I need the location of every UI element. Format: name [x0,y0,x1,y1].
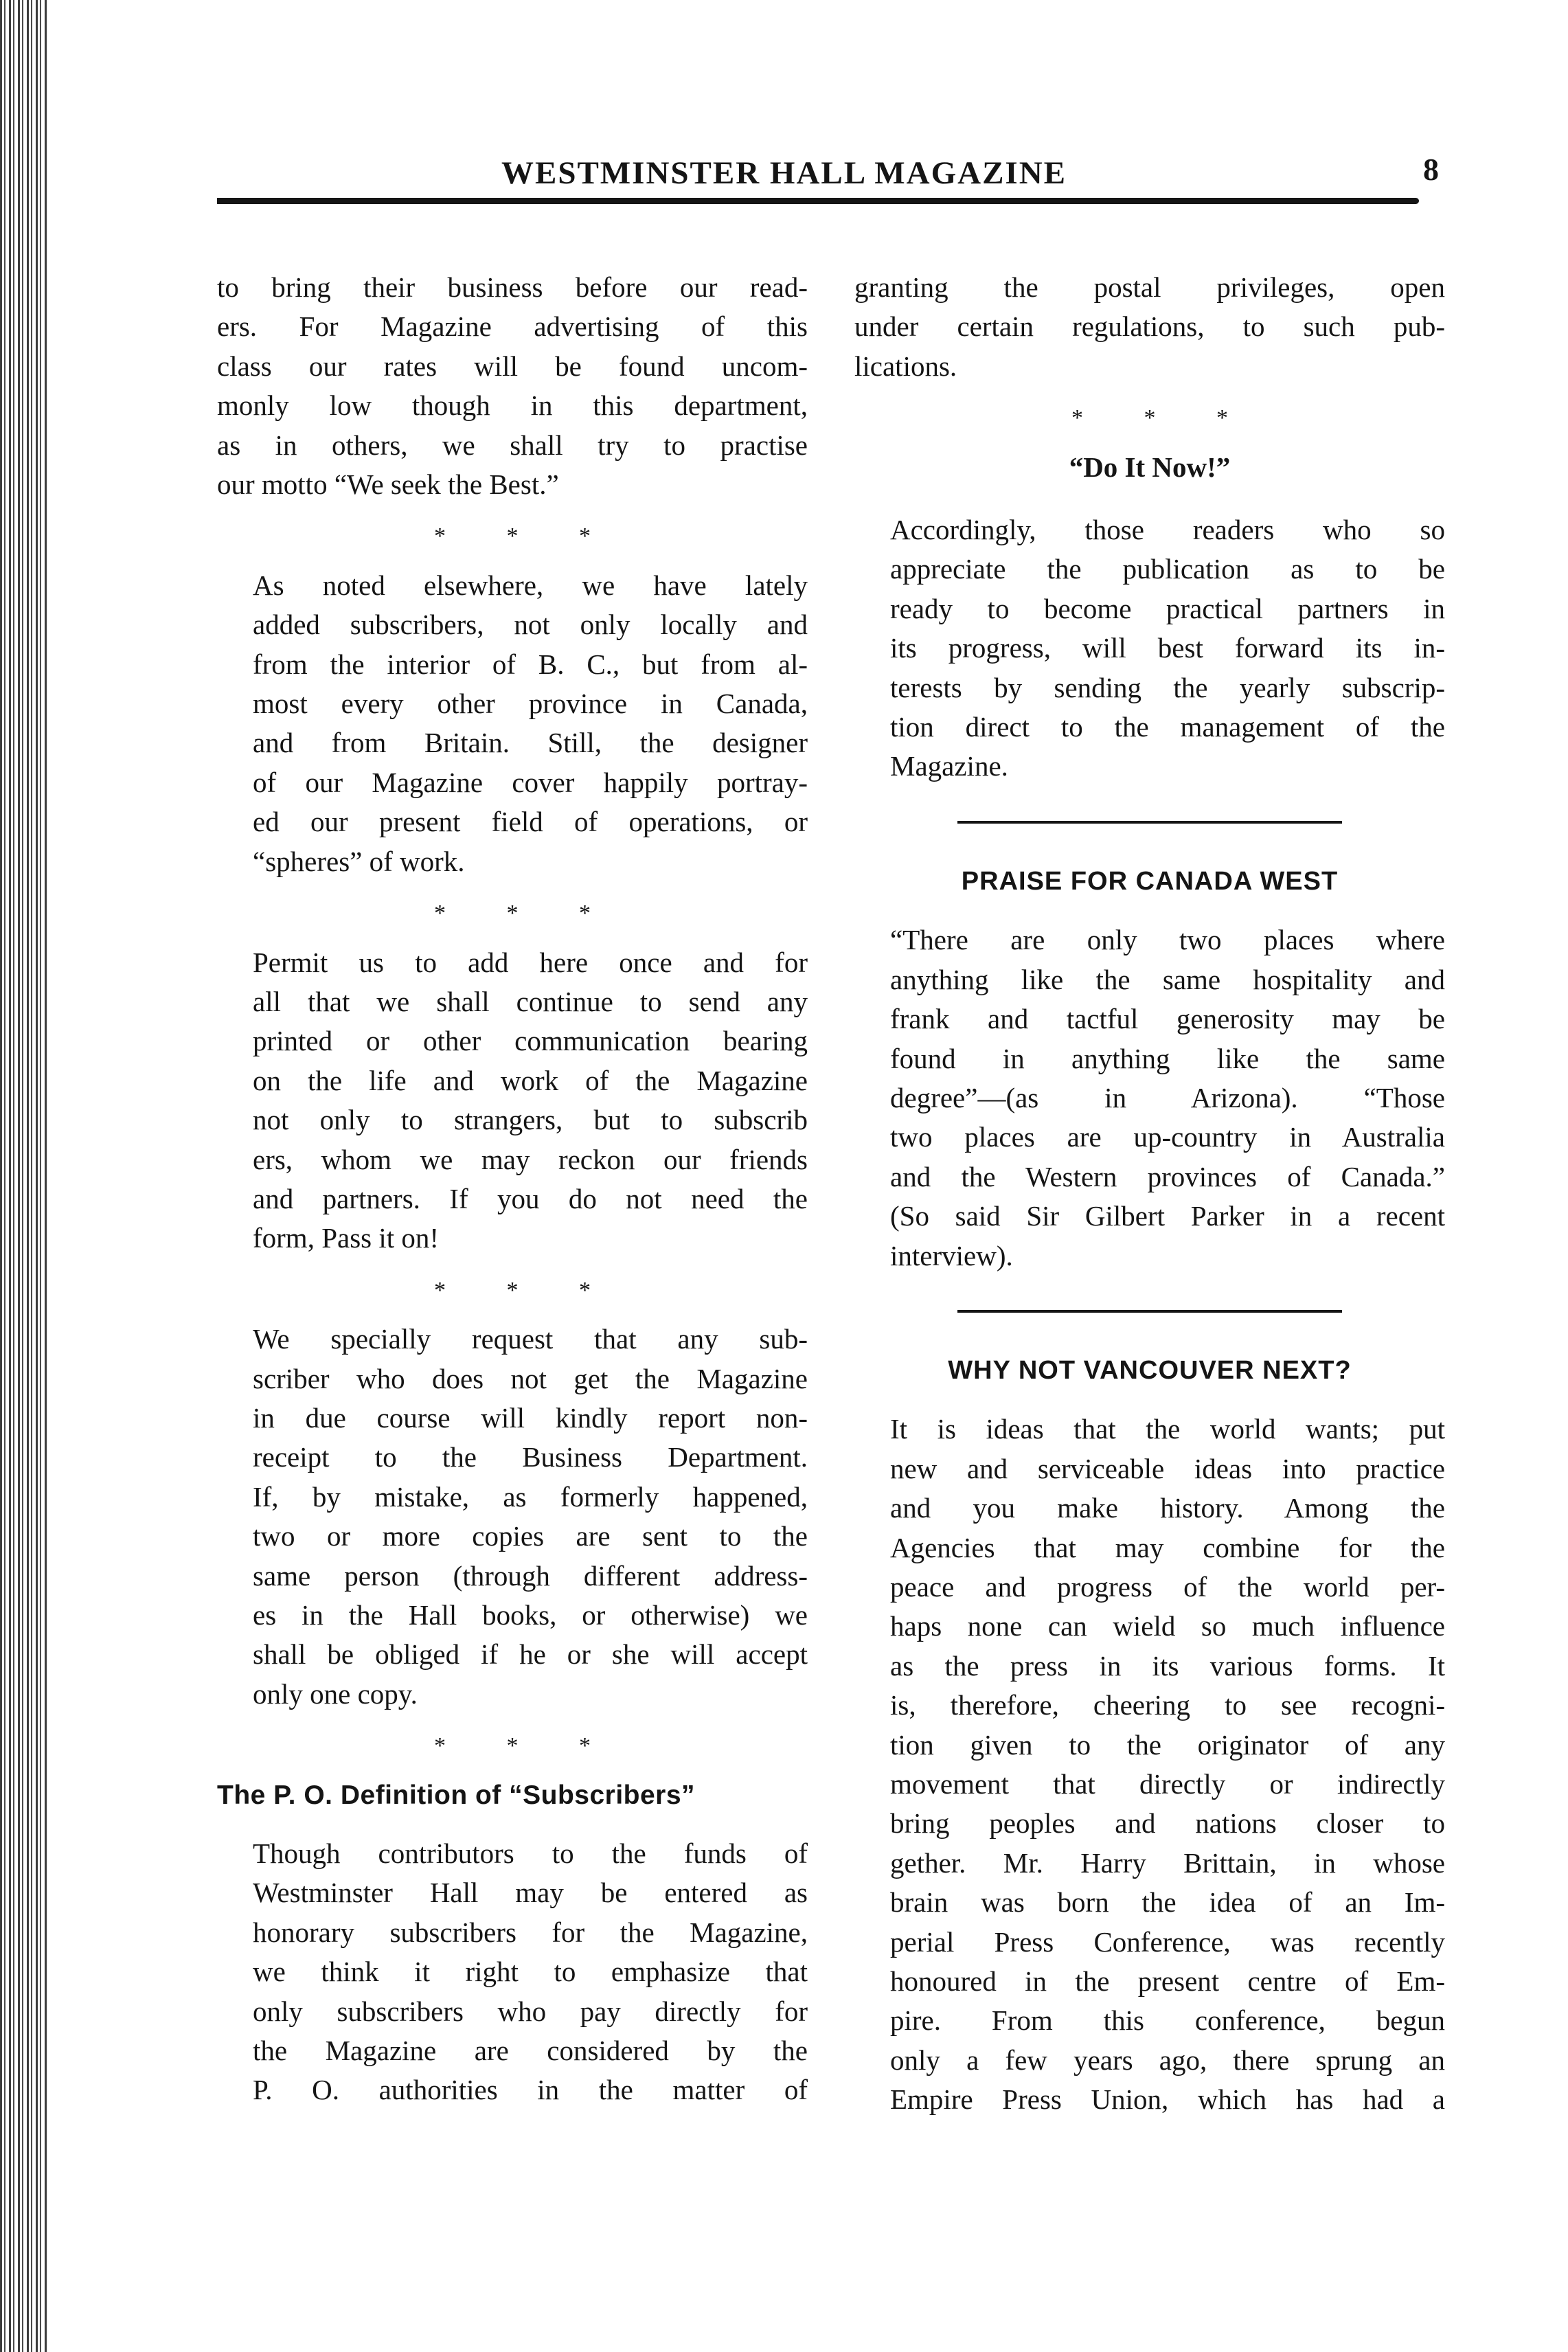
text-line: ed our present field of operations, or [253,806,808,838]
text-line: receipt to the Business Department. [253,1441,808,1473]
left-paragraph-1 [217,268,808,504]
text-line: most every other province in Canada, [253,688,808,720]
text-line: in due course will kindly report non- [253,1401,808,1434]
text-line: It is ideas that the world wants; put [890,1413,1445,1445]
text-line: If, by mistake, as formerly happened, [253,1480,808,1513]
text-line: class our rates will be found uncom- [217,350,808,382]
section-separator: * * * [434,1277,618,1303]
text-line: and partners. If you do not need the [253,1182,808,1214]
left-column [217,268,808,2110]
text-line: As noted elsewhere, we have lately [253,569,808,601]
section-title-why-not-vancouver: WHY NOT VANCOUVER NEXT? [948,1355,1352,1385]
text-line: “spheres” of work. [253,845,465,877]
text-line: our motto “We seek the Best.” [217,468,559,501]
text-line: same person (through different address- [253,1559,808,1592]
text-line: from the interior of B. C., but from al- [253,648,808,680]
right-paragraph-1 [854,268,1445,386]
text-line: is, therefore, cheering to see recogni- [890,1689,1445,1721]
text-line: added subscribers, not only locally and [253,609,808,641]
text-line: We specially request that any sub- [253,1323,808,1355]
section-separator: * * * [434,523,618,550]
text-line: ready to become practical partners in [890,592,1445,624]
section-rule [957,821,1342,824]
text-line: tion direct to the management of the [890,711,1445,743]
text-line: not only to strangers, but to subscrib [253,1104,808,1136]
text-line: form, Pass it on! [253,1222,440,1254]
section-title-po-definition: The P. O. Definition of “Subscribers” [217,1780,696,1810]
section-separator: * * * [434,901,618,927]
text-line: (So said Sir Gilbert Parker in a recent [890,1200,1445,1232]
text-line: only a few years ago, there sprung an [890,2044,1445,2076]
right-paragraph-2 [854,510,1445,787]
text-line: its progress, will best forward its in- [890,632,1445,664]
text-line: anything like the same hospitality and [890,963,1445,995]
text-line: es in the Hall books, or otherwise) we [253,1599,808,1631]
text-line: pire. From this conference, begun [890,2004,1445,2037]
section-title-praise-canada-west: PRAISE FOR CANADA WEST [961,866,1339,896]
text-line: frank and tactful generosity may be [890,1003,1445,1035]
left-paragraph-5 [217,1834,808,2110]
text-line: honorary subscribers for the Magazine, [253,1916,808,1948]
right-paragraph-3 [854,920,1445,1276]
text-line: Magazine. [890,750,1008,782]
text-line: and you make history. Among the [890,1492,1445,1524]
text-line: Accordingly, those readers who so [890,514,1445,546]
text-line: and from Britain. Still, the designer [253,727,808,759]
right-column [854,268,1445,2120]
page-number: 8 [1423,152,1439,187]
text-line: of our Magazine cover happily portray- [253,766,808,798]
text-line: tion given to the originator of any [890,1728,1445,1761]
text-line: monly low though in this department, [217,389,808,422]
section-separator: * * * [434,1733,618,1759]
section-separator: * * * [1071,405,1255,431]
text-line: two places are up-country in Australia [890,1121,1445,1153]
text-line: gether. Mr. Harry Brittain, in whose [890,1846,1445,1879]
text-line: bring peoples and nations closer to [890,1807,1445,1840]
left-paragraph-3 [217,943,808,1258]
subhead-do-it-now: “Do It Now!” [1069,451,1231,483]
text-line: two or more copies are sent to the [253,1520,808,1552]
text-line: shall be obliged if he or she will accept [253,1638,808,1671]
text-line: only one copy. [253,1677,418,1710]
right-paragraph-4 [854,1410,1445,2119]
text-line: scriber who does not get the Magazine [253,1362,808,1394]
text-line: as the press in its various forms. It [890,1649,1445,1682]
text-line: new and serviceable ideas into practice [890,1452,1445,1484]
text-line: ers. For Magazine advertising of this [217,310,808,343]
text-line: only subscribers who pay directly for [253,1995,808,2027]
text-line: peace and progress of the world per- [890,1570,1445,1603]
text-line: perial Press Conference, was recently [890,1925,1445,1958]
text-line: Permit us to add here once and for [253,946,808,978]
section-rule [957,1310,1342,1313]
text-line: terests by sending the yearly subscrip- [890,671,1445,703]
text-line: all that we shall continue to send any [253,985,808,1017]
text-line: we think it right to emphasize that [253,1956,808,1988]
text-line: haps none can wield so much influence [890,1610,1445,1642]
text-line: under certain regulations, to such pub- [854,310,1445,343]
text-line: brain was born the idea of an Im- [890,1886,1445,1919]
left-paragraph-4 [217,1320,808,1714]
text-line: to bring their business before our read- [217,271,808,303]
text-line: movement that directly or indirectly [890,1768,1445,1800]
text-line: and the Western provinces of Canada.” [890,1160,1445,1192]
text-line: ers, whom we may reckon our friends [253,1143,808,1175]
text-line: the Magazine are considered by the [253,2035,808,2067]
text-line: P. O. authorities in the matter of [253,2074,808,2106]
text-line: degree”—(as in Arizona). “Those [890,1081,1445,1113]
text-line: “There are only two places where [890,924,1445,956]
text-line: appreciate the publication as to be [890,553,1445,585]
text-line: Agencies that may combine for the [890,1531,1445,1563]
text-line: Though contributors to the funds of [253,1838,808,1870]
text-line: Empire Press Union, which has had a [890,2083,1445,2116]
running-header: WESTMINSTER HALL MAGAZINE [501,155,1067,191]
text-line: honoured in the present centre of Em- [890,1965,1445,1998]
text-line: found in anything like the same [890,1042,1445,1074]
header-rule [217,198,1419,204]
text-line: on the life and work of the Magazine [253,1064,808,1096]
left-paragraph-2 [217,566,808,881]
text-line: as in others, we shall try to practise [217,429,808,461]
binding-edge [0,0,48,2352]
text-line: lications. [854,350,957,382]
text-line: granting the postal privileges, open [854,271,1445,303]
text-line: Westminster Hall may be entered as [253,1877,808,1909]
text-line: interview). [890,1239,1013,1271]
text-line: printed or other communication bearing [253,1025,808,1057]
